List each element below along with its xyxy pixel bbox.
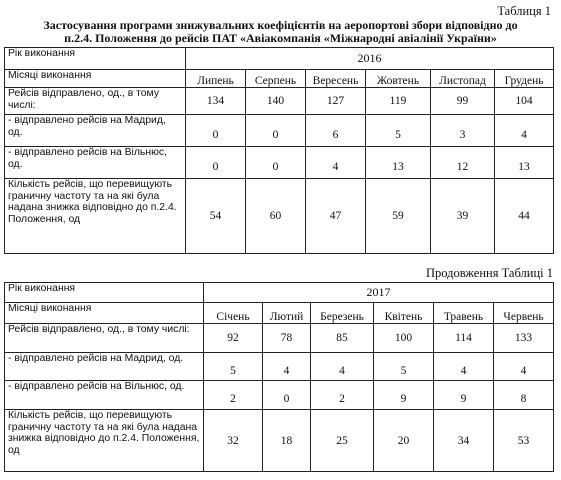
table-cell: 92 [204, 324, 263, 353]
table-row [5, 88, 554, 115]
table-cell: 127 [306, 88, 366, 115]
row-label: Кількість рейсів, що перевищують граничну частоту та на які була надана знижка відповідно до п.2.4. Положення, од [5, 179, 186, 254]
table-cell: 12 [431, 147, 495, 179]
month-header: Вересень [306, 70, 366, 88]
months-row [5, 303, 554, 324]
months-label: Місяці виконання [5, 303, 204, 324]
table-cell: 59 [366, 179, 431, 254]
year-row [5, 283, 554, 303]
year-label: Рік виконання [5, 48, 186, 70]
row-label: Кількість рейсів, що перевищують граничну частоту та на які була надана знижка відповідно до п.2.4. Положення, од [5, 410, 204, 472]
table-cell: 13 [495, 147, 554, 179]
table-row [5, 147, 554, 179]
table-cell: 0 [186, 115, 246, 147]
table-cell: 18 [263, 410, 311, 472]
table-cell: 44 [495, 179, 554, 254]
table-cell: 5 [374, 353, 434, 381]
table-row [5, 179, 554, 254]
table-2016 [4, 47, 554, 254]
row-label: - відправлено рейсів на Мадрид, од. [5, 115, 186, 147]
table-cell: 34 [434, 410, 494, 472]
year-label: Рік виконання [5, 283, 204, 303]
title-line-1: Застосування програми знижувальних коефіцієнтів на аеропортові збори відповідно до [43, 18, 518, 32]
table-cell: 32 [204, 410, 263, 472]
table-cell: 140 [246, 88, 306, 115]
table-cell: 25 [311, 410, 374, 472]
table-cell: 114 [434, 324, 494, 353]
table-cell: 60 [246, 179, 306, 254]
month-header: Жовтень [366, 70, 431, 88]
month-header: Січень [204, 303, 263, 324]
table-cell: 54 [186, 179, 246, 254]
table-cell: 9 [434, 381, 494, 410]
table-cell: 4 [495, 115, 554, 147]
year-value: 2017 [204, 283, 554, 303]
table-cell: 2 [311, 381, 374, 410]
table-cell: 0 [246, 147, 306, 179]
month-header: Грудень [495, 70, 554, 88]
table-cell: 47 [306, 179, 366, 254]
month-header: Березень [311, 303, 374, 324]
table-cell: 8 [494, 381, 554, 410]
table-cell: 78 [263, 324, 311, 353]
table-cell: 20 [374, 410, 434, 472]
table-cell: 119 [366, 88, 431, 115]
table-cell: 5 [204, 353, 263, 381]
title-line-2: п.2.4. Положення до рейсів ПАТ «Авіакомпанія «Міжнародні авіалінії України» [64, 31, 497, 45]
table-cell: 85 [311, 324, 374, 353]
row-label: Рейсів відправлено, од., в тому числі: [5, 88, 186, 115]
month-header: Листопад [431, 70, 495, 88]
table-row [5, 381, 554, 410]
table-cell: 99 [431, 88, 495, 115]
month-header: Лютий [263, 303, 311, 324]
row-label: Рейсів відправлено, од., в тому числі: [5, 324, 204, 353]
table-cell: 13 [366, 147, 431, 179]
table-number: Таблиця 1 [497, 4, 551, 18]
table-cell: 2 [204, 381, 263, 410]
months-row [5, 70, 554, 88]
month-header: Серпень [246, 70, 306, 88]
continuation-label: Продовження Таблиці 1 [426, 266, 553, 280]
document-title [0, 19, 561, 45]
table-cell: 5 [366, 115, 431, 147]
month-header: Квітень [374, 303, 434, 324]
table-cell: 6 [306, 115, 366, 147]
table-cell: 0 [246, 115, 306, 147]
table-cell: 53 [494, 410, 554, 472]
month-header: Червень [494, 303, 554, 324]
table-cell: 134 [186, 88, 246, 115]
table-cell: 133 [494, 324, 554, 353]
months-label: Місяці виконання [5, 70, 186, 88]
table-2017 [4, 282, 554, 472]
table-row [5, 353, 554, 381]
table-row [5, 115, 554, 147]
table-cell: 0 [186, 147, 246, 179]
table-cell: 4 [494, 353, 554, 381]
table-cell: 4 [306, 147, 366, 179]
table-cell: 9 [374, 381, 434, 410]
table-row [5, 410, 554, 472]
year-value: 2016 [186, 48, 554, 70]
table-cell: 0 [263, 381, 311, 410]
table-row [5, 324, 554, 353]
month-header: Липень [186, 70, 246, 88]
table-cell: 3 [431, 115, 495, 147]
month-header: Травень [434, 303, 494, 324]
row-label: - відправлено рейсів на Мадрид, од. [5, 353, 204, 381]
table-cell: 100 [374, 324, 434, 353]
year-row [5, 48, 554, 70]
row-label: - відправлено рейсів на Вільнюс, од. [5, 381, 204, 410]
table-cell: 4 [263, 353, 311, 381]
row-label: - відправлено рейсів на Вільнюс, од. [5, 147, 186, 179]
table-cell: 4 [434, 353, 494, 381]
table-cell: 39 [431, 179, 495, 254]
table-cell: 104 [495, 88, 554, 115]
table-cell: 4 [311, 353, 374, 381]
